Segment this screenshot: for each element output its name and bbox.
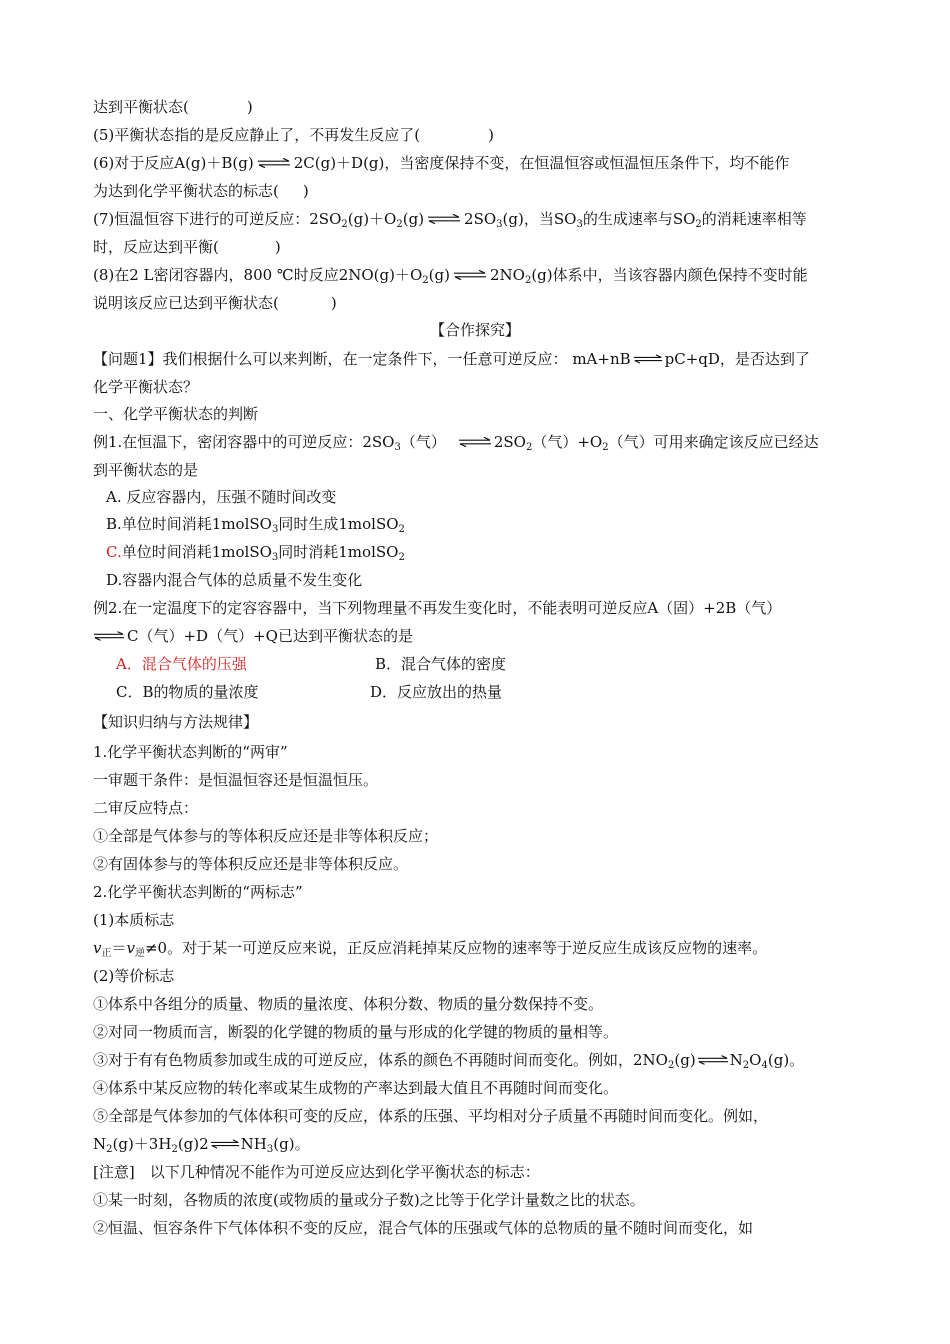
question-7-line1: (7)恒温恒容下进行的可逆反应：$2SO_2(g)+O_2(g)$ $2SO_3(g)$，当$SO_3$的生成速率与$SO_2$的消耗速率相等 xyxy=(93,210,807,230)
paragraph-essential-sign: (1)本质标志 xyxy=(93,911,175,929)
example-2-option-a: A．混合气体的压强 xyxy=(116,655,247,673)
question-6-line1: (6)对于反应A(g)＋B(g) 2C(g)＋D(g)，当密度保持不变，在恒温恒容或恒温恒压条件下，均不能作 xyxy=(93,154,790,172)
note-point-1: ①某一时刻，各物质的浓度(或物质的量或分子数)之比等于化学计量数之比的状态。 xyxy=(93,1191,645,1209)
paragraph-second-check: 二审反应特点： xyxy=(93,799,199,817)
equilibrium-arrow-icon xyxy=(452,270,488,280)
section-title-cooperative-inquiry: 【合作探究】 xyxy=(429,321,520,339)
example-2-option-b: B．混合气体的密度 xyxy=(375,655,507,673)
equilibrium-arrow-icon xyxy=(210,1139,240,1149)
example-2-line2: C（气）+D（气）+Q已达到平衡状态的是 xyxy=(93,626,413,646)
equilibrium-arrow-icon xyxy=(256,158,292,168)
paragraph-two-signs: 2.化学平衡状态判断的“两标志” xyxy=(93,883,303,901)
example-1-option-d: D.容器内混合气体的总质量不发生变化 xyxy=(106,571,363,589)
equilibrium-arrow-icon xyxy=(426,214,462,224)
paragraph-equiv-3: ③对于有有色物质参加或生成的可逆反应，体系的颜色不再随时间而变化。例如，$2NO_2(g)$ $N_2O_4(g)$。 xyxy=(93,1051,805,1071)
paragraph-equiv-4: ④体系中某反应物的转化率或某生成物的产率达到最大值且不再随时间而变化。 xyxy=(93,1079,619,1097)
question-8-line1: (8)在2 L密闭容器内，800 ℃时反应$2NO(g)+O_2(g)$ $2NO_2(g)$体系中，当该容器内颜色保持不变时能 xyxy=(93,266,808,286)
paragraph-equiv-2: ②对同一物质而言，断裂的化学键的物质的量与形成的化学键的物质的量相等。 xyxy=(93,1023,619,1041)
paragraph-two-checks: 1.化学平衡状态判断的“两审” xyxy=(93,743,288,761)
question-1-line1: 【问题1】我们根据什么可以来判断，在一定条件下，一任意可逆反应： mA+nB pC+qD，是否达到了 xyxy=(93,350,810,368)
paragraph-equiv-5: ⑤全部是气体参加的气体体积可变的反应，体系的压强、平均相对分子质量不再随时间而变化。例如， xyxy=(93,1107,769,1125)
question-1-line2: 化学平衡状态？ xyxy=(93,378,199,396)
note-heading: [注意] 以下几种情况不能作为可逆反应达到化学平衡状态的标志： xyxy=(93,1163,540,1181)
paragraph-equiv-1: ①体系中各组分的质量、物质的量浓度、体积分数、物质的量分数保持不变。 xyxy=(93,995,604,1013)
note-point-2: ②恒温、恒容条件下气体体积不变的反应，混合气体的压强或气体的总物质的量不随时间而变化，如 xyxy=(93,1219,754,1237)
equilibrium-arrow-icon xyxy=(93,631,125,641)
paragraph-point-2: ②有固体参与的等体积反应还是非等体积反应。 xyxy=(93,855,409,873)
example-2-option-d: D．反应放出的热量 xyxy=(370,683,503,701)
paragraph-rate-equality: $v_正=v_逆\ne 0$。对于某一可逆反应来说，正反应消耗掉某反应物的速率等于逆反应生成该反应物的速率。 xyxy=(93,939,768,959)
example-1-option-a: A. 反应容器内，压强不随时间改变 xyxy=(106,488,337,506)
equilibrium-arrow-icon xyxy=(697,1055,729,1065)
paragraph-first-check: 一审题干条件：是恒温恒容还是恒温恒压。 xyxy=(93,771,379,789)
example-1-option-c: C.单位时间消耗1molSO$_3$同时消耗1molSO$_2$ xyxy=(106,543,405,563)
question-8-line2: 说明该反应已达到平衡状态( ) xyxy=(93,294,337,312)
question-4-tail: 达到平衡状态( ) xyxy=(93,98,253,116)
question-7-line2: 时，反应达到平衡( ) xyxy=(93,238,281,256)
paragraph-equiv-5-example: $N_2(g)+3H_2(g)2$ $NH_3(g)$。 xyxy=(93,1135,310,1155)
summary-title: 【知识归纳与方法规律】 xyxy=(93,713,259,731)
example-2-option-c: C．B的物质的量浓度 xyxy=(116,683,259,701)
example-2-options-row1 xyxy=(116,654,247,674)
example-1-line2: 到平衡状态的是 xyxy=(93,461,199,479)
example-2-line1: 例2.在一定温度下的定容容器中，当下列物理量不再发生变化时，不能表明可逆反应A（固）+2B（气） xyxy=(93,599,782,617)
paragraph-equivalent-sign: (2)等价标志 xyxy=(93,967,175,985)
equilibrium-arrow-icon xyxy=(633,354,663,364)
paragraph-point-1: ①全部是气体参与的等体积反应还是非等体积反应； xyxy=(93,827,439,845)
answer-marker: C. xyxy=(106,543,122,561)
question-5: (5)平衡状态指的是反应静止了，不再发生反应了( ) xyxy=(93,126,494,144)
question-6-line2: 为达到化学平衡状态的标志( ) xyxy=(93,182,309,200)
equilibrium-arrow-icon xyxy=(458,437,492,447)
example-1-line1: 例1.在恒温下，密闭容器中的可逆反应：$2SO_3$（气） $2SO_2$（气）$+O_2$（气）可用来确定该反应已经达 xyxy=(93,433,819,453)
example-1-option-b: B.单位时间消耗1molSO$_3$同时生成1molSO$_2$ xyxy=(106,515,405,535)
heading-equilibrium-judgment: 一、化学平衡状态的判断 xyxy=(93,405,259,423)
